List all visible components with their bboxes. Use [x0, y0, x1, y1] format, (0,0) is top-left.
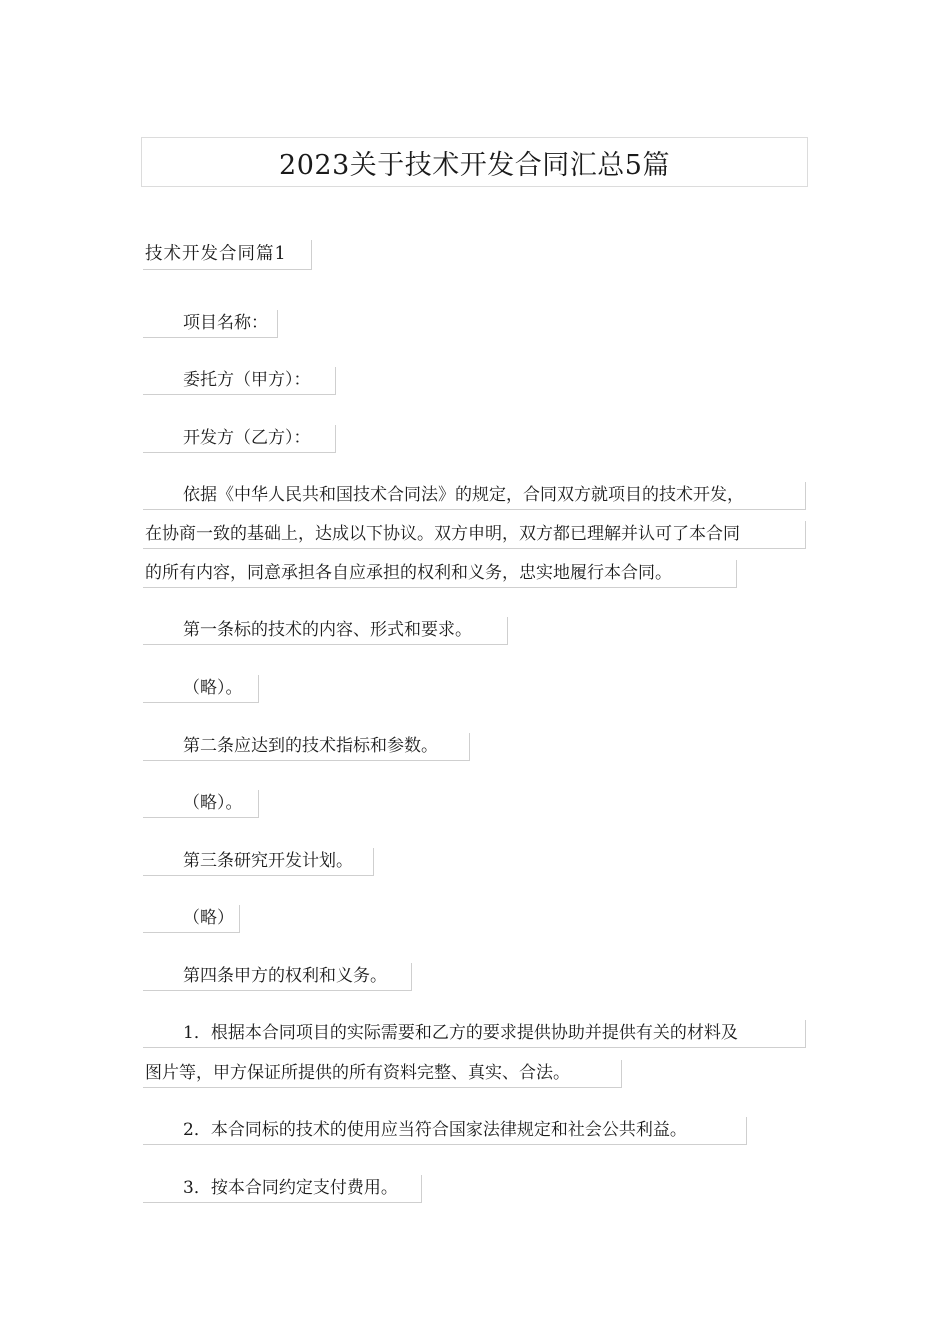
article-4-heading: 第四条甲方的权利和义务。	[143, 963, 412, 991]
preamble-line-2: 在协商一致的基础上，达成以下协议。双方申明，双方都已理解并认可了本合同	[143, 521, 806, 549]
section-heading: 技术开发合同篇1	[143, 240, 312, 270]
clause-1-line-1: 1．根据本合同项目的实际需要和乙方的要求提供协助并提供有关的材料及	[143, 1020, 806, 1048]
preamble-line-3: 的所有内容，同意承担各自应承担的权利和义务，忠实地履行本合同。	[143, 560, 737, 588]
article-2-heading: 第二条应达到的技术指标和参数。	[143, 733, 470, 761]
article-1-body: （略）。	[143, 675, 259, 703]
clause-2: 2．本合同标的技术的使用应当符合国家法律规定和社会公共利益。	[143, 1117, 747, 1145]
clause-3: 3．按本合同约定支付费用。	[143, 1175, 422, 1203]
article-3-body: （略）	[143, 905, 240, 933]
document-title: 2023关于技术开发合同汇总5篇	[141, 137, 808, 187]
article-3-heading: 第三条研究开发计划。	[143, 848, 374, 876]
field-project-name: 项目名称：	[143, 310, 278, 338]
article-2-body: （略）。	[143, 790, 259, 818]
field-party-a: 委托方（甲方）：	[143, 367, 336, 395]
field-party-b: 开发方（乙方）：	[143, 425, 336, 453]
clause-1-line-2: 图片等，甲方保证所提供的所有资料完整、真实、合法。	[143, 1060, 622, 1088]
preamble-line-1: 依据《中华人民共和国技术合同法》的规定，合同双方就项目的技术开发，	[143, 482, 806, 510]
article-1-heading: 第一条标的技术的内容、形式和要求。	[143, 617, 508, 645]
